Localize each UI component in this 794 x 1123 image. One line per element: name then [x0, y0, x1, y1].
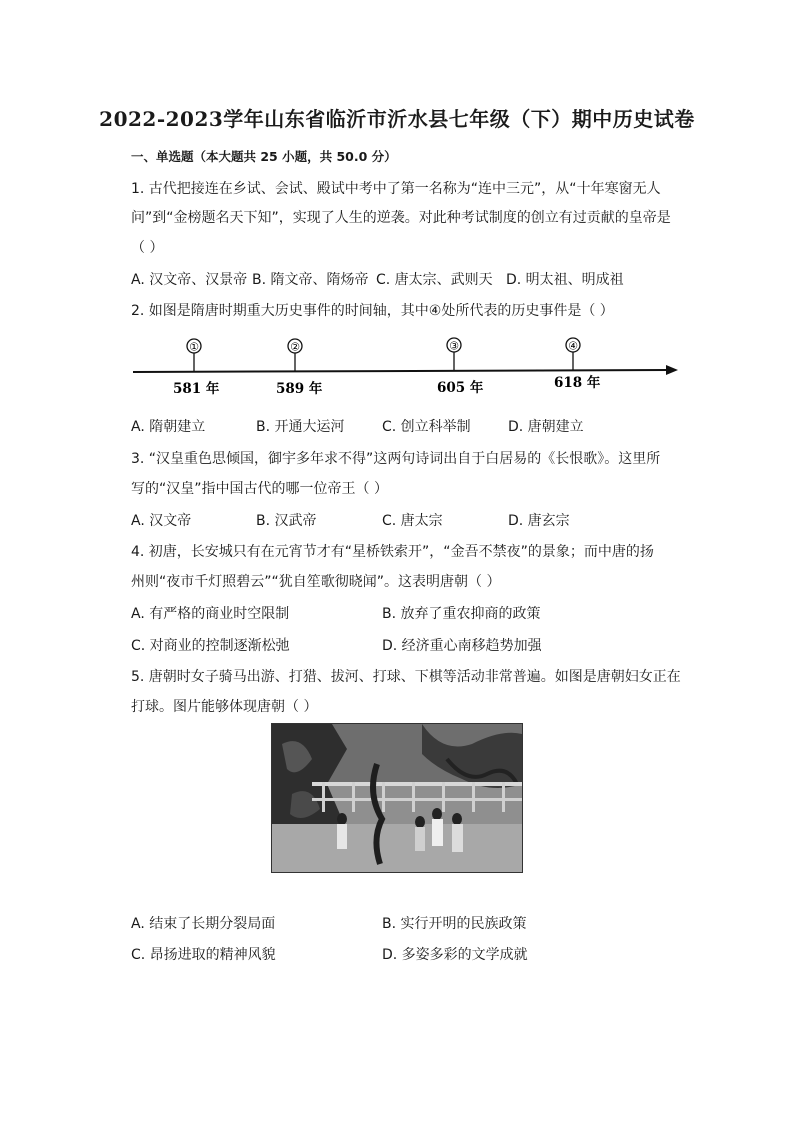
question-1-line: 1. 古代把接连在乡试、会试、殿试中考中了第一名称为“连中三元”，从“十年寒窗无人 — [131, 181, 661, 197]
question-3-line: 3. “汉皇重色思倾国，御宇多年求不得”这两句诗词出自于白居易的《长恨歌》。这里所 — [131, 451, 661, 467]
question-1-line: （ ） — [131, 240, 164, 256]
q2-option-c[interactable]: C. 创立科举制 — [382, 419, 471, 435]
q4-option-b[interactable]: B. 放弃了重农抑商的政策 — [382, 606, 541, 622]
q3-option-d[interactable]: D. 唐玄宗 — [508, 513, 570, 529]
question-3-line: 写的“汉皇”指中国古代的哪一位帝王（ ） — [131, 481, 388, 497]
timeline-mark: ③ — [449, 339, 459, 353]
q3-option-a[interactable]: A. 汉文帝 — [131, 513, 192, 529]
q1-option-c[interactable]: C. 唐太宗、武则天 — [376, 272, 493, 288]
q2-option-a[interactable]: A. 隋朝建立 — [131, 419, 206, 435]
section-heading: 一、单选题（本大题共 25 小题，共 50.0 分） — [131, 149, 397, 164]
timeline-point-2 — [276, 339, 323, 397]
q3-option-c[interactable]: C. 唐太宗 — [382, 513, 443, 529]
timeline-mark: ④ — [568, 339, 578, 353]
timeline-point-1 — [173, 339, 220, 397]
tang-women-polo-painting — [271, 723, 523, 873]
question-5-line: 打球。图片能够体现唐朝（ ） — [131, 699, 318, 715]
timeline-year: 618 年 — [554, 375, 601, 391]
q4-option-a[interactable]: A. 有严格的商业时空限制 — [131, 606, 290, 622]
timeline-diagram — [128, 335, 688, 400]
q2-option-d[interactable]: D. 唐朝建立 — [508, 419, 584, 435]
q4-option-d[interactable]: D. 经济重心南移趋势加强 — [382, 638, 542, 654]
timeline-axis — [133, 370, 668, 372]
question-4-line: 州则“夜市千灯照碧云”“犹自笙歌彻晓闻”。这表明唐朝（ ） — [131, 574, 501, 590]
q4-option-c[interactable]: C. 对商业的控制逐渐松弛 — [131, 638, 290, 654]
timeline-mark: ② — [290, 340, 300, 354]
q2-option-b[interactable]: B. 开通大运河 — [256, 419, 345, 435]
timeline-arrowhead — [666, 365, 678, 375]
timeline-point-4 — [554, 338, 601, 391]
timeline-year: 589 年 — [276, 381, 323, 397]
question-1-line: 问”到“金榜题名天下知”，实现了人生的逆袭。对此种考试制度的创立有过贡献的皇帝是 — [131, 210, 671, 226]
question-5-line: 5. 唐朝时女子骑马出游、打猎、拔河、打球、下棋等活动非常普遍。如图是唐朝妇女正在 — [131, 669, 681, 685]
timeline-year: 605 年 — [437, 380, 484, 396]
q5-option-b[interactable]: B. 实行开明的民族政策 — [382, 916, 527, 932]
page-title: 2022-2023学年山东省临沂市沂水县七年级（下）期中历史试卷 — [99, 107, 695, 131]
timeline-mark: ① — [189, 340, 199, 354]
q1-option-a[interactable]: A. 汉文帝、汉景帝 — [131, 272, 248, 288]
q3-option-b[interactable]: B. 汉武帝 — [256, 513, 317, 529]
q1-option-b[interactable]: B. 隋文帝、隋炀帝 — [252, 272, 369, 288]
timeline-point-3 — [437, 338, 484, 396]
q5-option-c[interactable]: C. 昂扬进取的精神风貌 — [131, 947, 276, 963]
q5-option-a[interactable]: A. 结束了长期分裂局面 — [131, 916, 276, 932]
question-2-line: 2. 如图是隋唐时期重大历史事件的时间轴，其中④处所代表的历史事件是（ ） — [131, 303, 614, 319]
q5-option-d[interactable]: D. 多姿多彩的文学成就 — [382, 947, 528, 963]
q1-option-d[interactable]: D. 明太祖、明成祖 — [506, 272, 624, 288]
question-4-line: 4. 初唐，长安城只有在元宵节才有“星桥铁索开”，“金吾不禁夜”的景象；而中唐的扬 — [131, 544, 654, 560]
timeline-year: 581 年 — [173, 381, 220, 397]
